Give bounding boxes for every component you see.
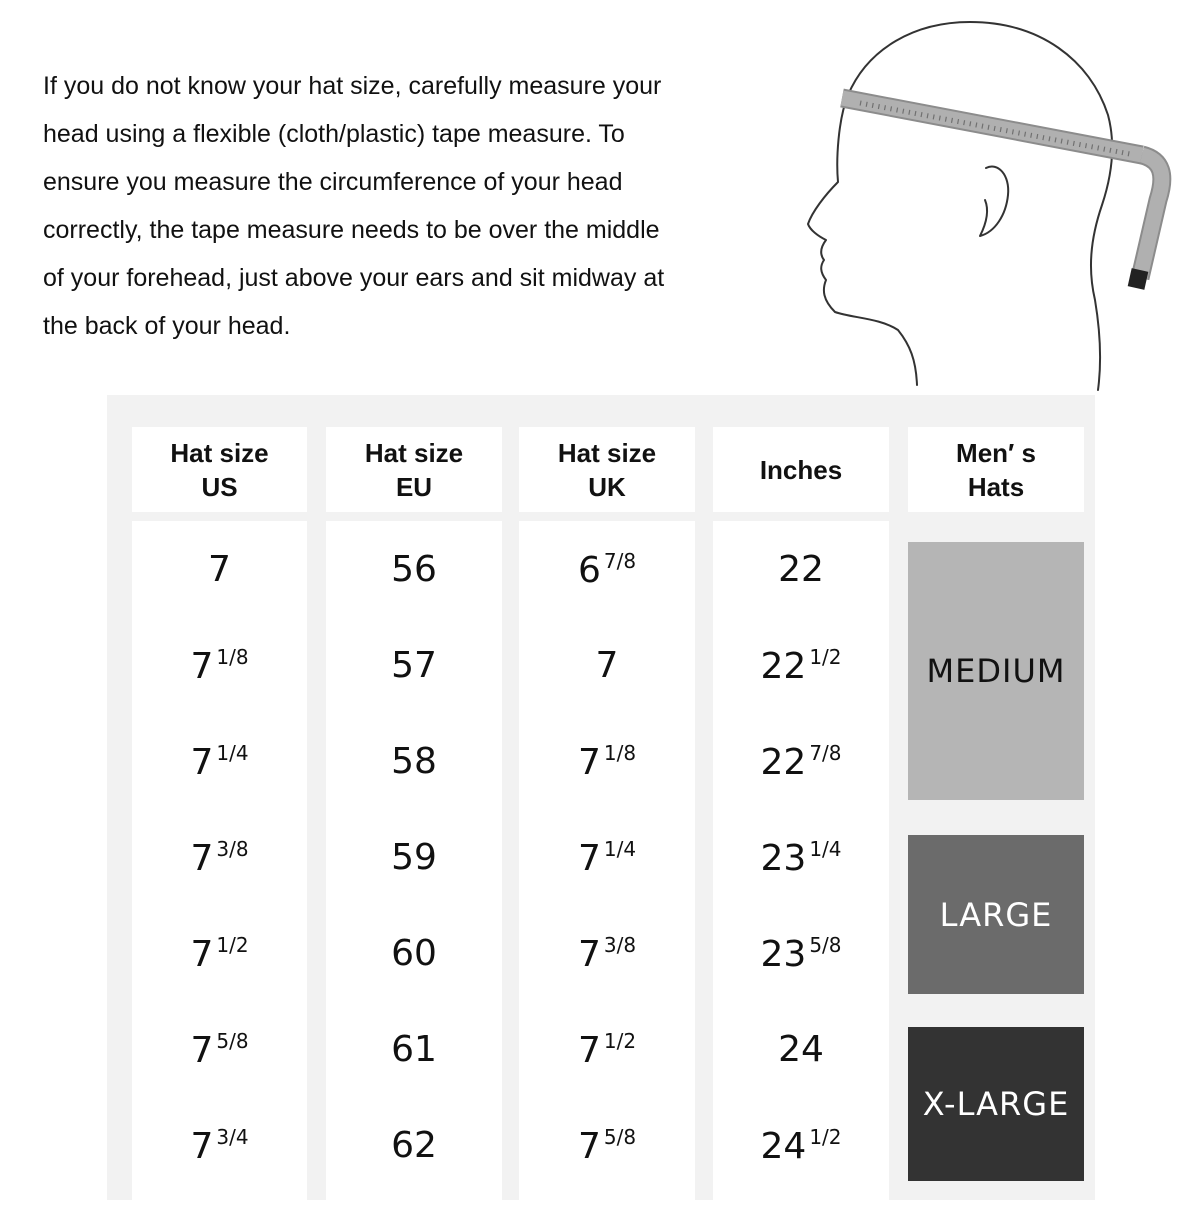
cell-fraction: 3/4 — [216, 1125, 249, 1149]
cell-inches — [713, 1125, 889, 1167]
cell-inches — [713, 1029, 889, 1070]
column-us — [132, 521, 307, 1211]
cell-uk — [519, 1029, 695, 1071]
cell-value: 7 — [595, 645, 619, 686]
header-inches — [713, 427, 889, 512]
cell-us — [132, 549, 307, 590]
cell-fraction: 1/4 — [216, 741, 249, 765]
cell-value: 7 — [577, 1030, 601, 1071]
header-mens-hats-line2: Hats — [967, 471, 1025, 502]
cell-fraction: 3/8 — [603, 933, 637, 957]
cell-value: 24 — [760, 1126, 807, 1167]
cell-us — [132, 933, 307, 975]
cell-value: 60 — [391, 933, 437, 974]
header-uk — [519, 427, 695, 512]
cell-fraction: 3/8 — [216, 837, 249, 861]
size-band-large — [908, 835, 1084, 994]
cell-value: 61 — [391, 1029, 437, 1070]
column-inches — [713, 521, 889, 1211]
size-chart — [107, 395, 1095, 1200]
cell-value: 7 — [190, 934, 214, 975]
size-band-x-large — [908, 1027, 1084, 1181]
cell-us — [132, 837, 307, 879]
intro-line: the back of your head. — [43, 312, 291, 340]
cell-value: 59 — [391, 837, 437, 878]
intro-line: ensure you measure the circumference of your head — [43, 168, 623, 196]
cell-eu — [326, 1029, 502, 1070]
size-band-label: MEDIUM — [926, 652, 1066, 690]
intro-line: correctly, the tape measure needs to be over the middle — [43, 216, 660, 244]
head-outline — [808, 22, 1112, 390]
cell-uk — [519, 837, 695, 879]
head-measurement-illustration — [790, 0, 1200, 395]
column-eu — [326, 521, 502, 1211]
column-uk — [519, 521, 695, 1211]
size-band-label: X-LARGE — [922, 1085, 1070, 1123]
cell-fraction: 1/4 — [603, 837, 637, 861]
header-eu-line2: EU — [395, 471, 433, 502]
cell-uk — [519, 741, 695, 783]
cell-us — [132, 1029, 307, 1071]
cell-fraction: 7/8 — [603, 549, 637, 573]
intro-text — [43, 62, 803, 350]
cell-fraction: 7/8 — [809, 741, 842, 765]
cell-uk — [519, 1125, 695, 1167]
cell-value: 62 — [391, 1125, 437, 1166]
cell-value: 7 — [190, 646, 214, 687]
header-inches-line1: Inches — [759, 454, 843, 485]
cell-value: 7 — [577, 838, 601, 879]
cell-value: 7 — [190, 1126, 214, 1167]
ear-outline — [980, 167, 1008, 236]
header-eu-line1: Hat size — [364, 437, 464, 468]
cell-fraction: 1/2 — [216, 933, 249, 957]
cell-eu — [326, 549, 502, 590]
cell-fraction: 1/2 — [809, 645, 842, 669]
cell-value: 57 — [391, 645, 437, 686]
cell-value: 7 — [208, 549, 231, 590]
cell-fraction: 5/8 — [603, 1125, 637, 1149]
cell-us — [132, 645, 307, 687]
cell-value: 24 — [778, 1029, 824, 1070]
cell-fraction: 1/8 — [603, 741, 637, 765]
size-band-label: LARGE — [939, 895, 1053, 934]
header-mens-hats-line1: Men′ s — [956, 437, 1036, 468]
cell-value: 7 — [190, 742, 214, 783]
intro-line: of your forehead, just above your ears and sit midway at — [43, 264, 665, 292]
intro-line: If you do not know your hat size, carefully measure your — [43, 72, 662, 100]
cell-uk — [519, 645, 695, 686]
cell-fraction: 1/2 — [809, 1125, 842, 1149]
header-us-line2: US — [201, 471, 238, 502]
cell-value: 22 — [760, 742, 807, 783]
cell-uk — [519, 549, 695, 591]
cell-inches — [713, 933, 889, 975]
tape-measure — [842, 98, 1162, 288]
cell-fraction: 5/8 — [809, 933, 842, 957]
header-eu — [326, 427, 502, 512]
cell-value: 6 — [577, 550, 601, 591]
intro-line: head using a flexible (cloth/plastic) tape measure. To — [43, 120, 625, 148]
cell-value: 58 — [391, 741, 437, 782]
cell-value: 23 — [760, 934, 807, 975]
header-uk-line1: Hat size — [557, 437, 657, 468]
cell-eu — [326, 645, 502, 686]
cell-value: 56 — [391, 549, 437, 590]
cell-value: 7 — [577, 1126, 601, 1167]
cell-fraction: 5/8 — [216, 1029, 249, 1053]
cell-us — [132, 1125, 307, 1167]
cell-value: 22 — [760, 646, 807, 687]
cell-value: 23 — [760, 838, 807, 879]
header-uk-line2: UK — [588, 471, 626, 502]
cell-eu — [326, 1125, 502, 1166]
cell-uk — [519, 933, 695, 975]
cell-fraction: 1/4 — [809, 837, 842, 861]
cell-eu — [326, 837, 502, 878]
cell-value: 7 — [190, 838, 214, 879]
header-mens-hats — [908, 427, 1084, 512]
cell-value: 7 — [577, 934, 601, 975]
header-us-line1: Hat size — [170, 437, 269, 468]
cell-inches — [713, 837, 889, 879]
cell-inches — [713, 741, 889, 783]
cell-fraction: 1/2 — [603, 1029, 637, 1053]
cell-eu — [326, 933, 502, 974]
cell-value: 7 — [190, 1030, 214, 1071]
header-us — [132, 427, 307, 512]
cell-value: 7 — [577, 742, 601, 783]
cell-eu — [326, 741, 502, 782]
cell-fraction: 1/8 — [216, 645, 249, 669]
size-band-medium — [908, 542, 1084, 800]
cell-inches — [713, 549, 889, 590]
cell-us — [132, 741, 307, 783]
cell-value: 22 — [778, 549, 824, 590]
cell-inches — [713, 645, 889, 687]
